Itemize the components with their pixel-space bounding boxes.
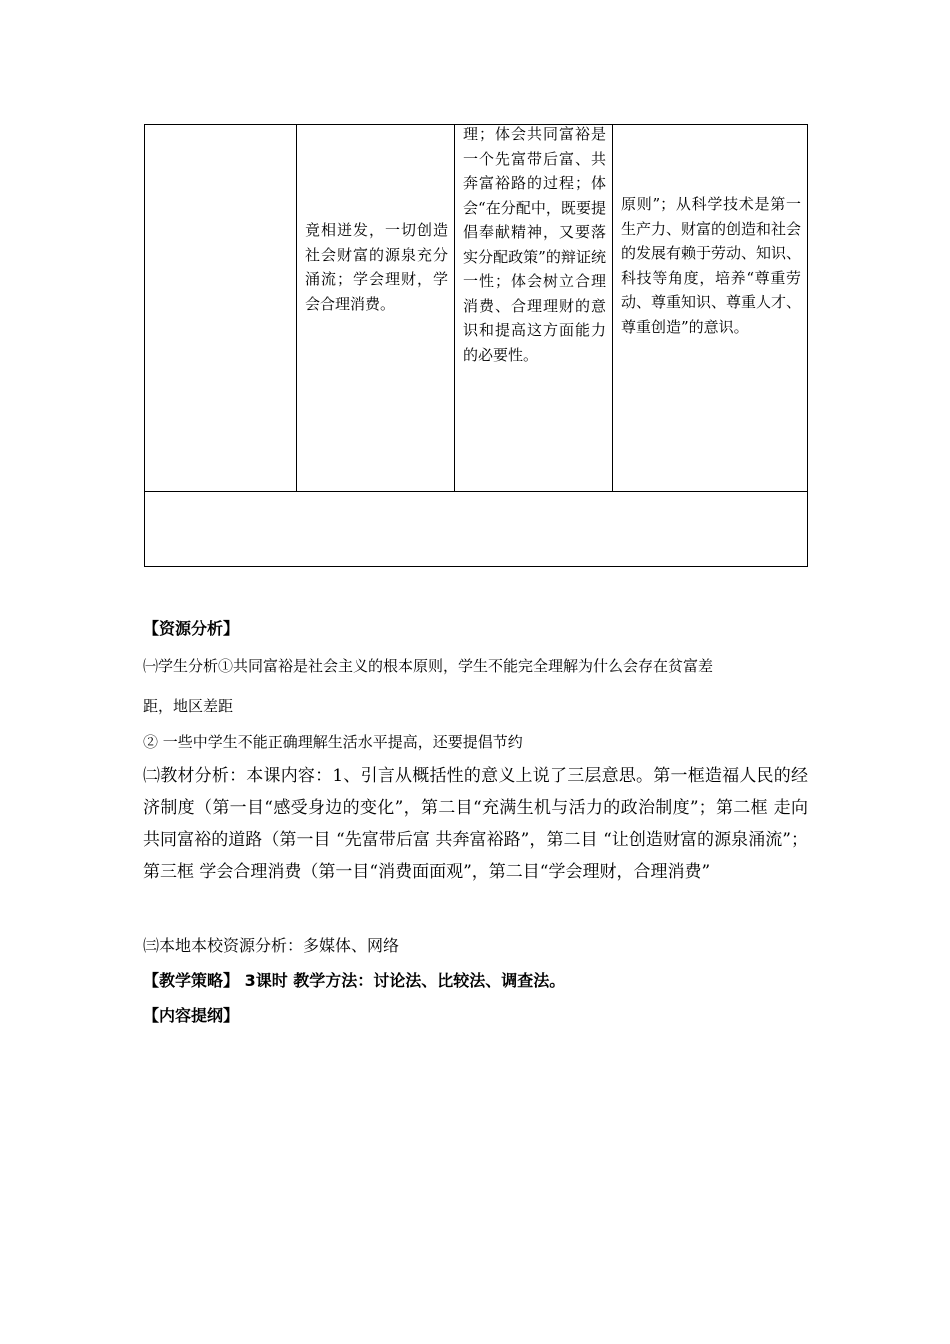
local-resource: ㈢本地本校资源分析：多媒体、网络	[143, 936, 400, 955]
cell-text: 原则”；从科学技术是第一生产力、财富的创造和社会的发展有赖于劳动、知识、科技等角度，培养“尊重劳动、尊重知识、尊重人才、尊重创造”的意识。	[621, 195, 802, 336]
table-cell-col3	[455, 125, 613, 492]
cell-text: 竟相迸发，一切创造社会财富的源泉充分涌流；学会理财，学会合理消费。	[305, 221, 448, 313]
strategy-line: 【教学策略】 3课时 教学方法：讨论法、比较法、调查法。	[143, 971, 566, 990]
textbook-analysis: ㈡教材分析：本课内容：1、引言从概括性的意义上说了三层意思。第一框造福人民的经济制度（第一目“感受身边的变化”，第二目“充满生机与活力的政治制度”；第二框 走向共同富裕的道路（第一目 “先富带后富 共奔富裕路”，第二目 “让创造财富的源泉涌流”；第三框 学会合理消费（第一目“消费面面观”，第二目“学会理财，合理消费”	[143, 766, 808, 882]
table-row	[145, 492, 808, 567]
student-analysis-line2: 距，地区差距	[143, 697, 234, 715]
table-cell-empty-merged	[145, 492, 808, 567]
student-analysis-line1: ㈠学生分析①共同富裕是社会主义的根本原则，学生不能完全理解为什么会存在贫富差	[143, 657, 714, 675]
table-cell-empty	[145, 125, 297, 492]
cell-text: 理；体会共同富裕是一个先富带后富、共奔富裕路的过程；体会“在分配中，既要提倡奉献精神，又要落实分配政策”的辩证统一性；体会树立合理消费、合理理财的意识和提高这方面能力的必要性。	[463, 125, 606, 364]
table-cell-col4	[613, 125, 808, 492]
table-row	[145, 125, 808, 492]
objectives-table	[144, 124, 808, 567]
table-cell-col2	[297, 125, 455, 492]
resource-heading: 【资源分析】	[143, 619, 240, 638]
outline-heading: 【内容提纲】	[143, 1006, 240, 1025]
student-analysis-line3: ② 一些中学生不能正确理解生活水平提高，还要提倡节约	[143, 733, 523, 751]
